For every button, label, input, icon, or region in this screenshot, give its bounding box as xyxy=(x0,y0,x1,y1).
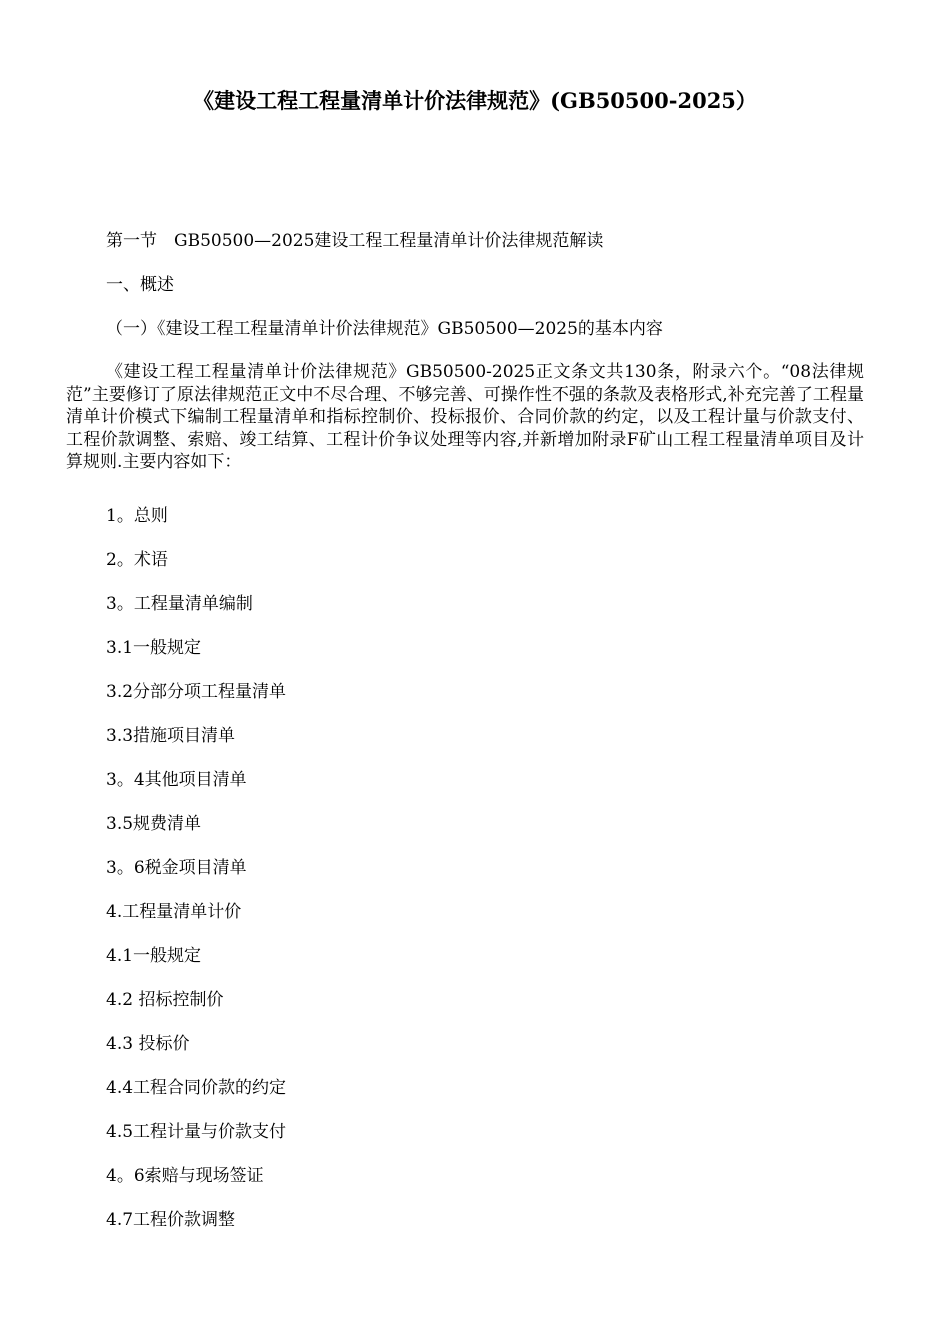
list-item: 2。术语 xyxy=(106,550,168,570)
list-item: 4.3 投标价 xyxy=(106,1034,190,1054)
list-item: 1。总则 xyxy=(106,506,168,526)
list-item: 3.3措施项目清单 xyxy=(106,726,236,746)
list-item: 4.5工程计量与价款支付 xyxy=(106,1122,287,1142)
list-item: 3.2分部分项工程量清单 xyxy=(106,682,287,702)
section-heading: 第一节 GB50500—2025建设工程工程量清单计价法律规范解读 xyxy=(106,231,604,251)
overview-heading: 一、概述 xyxy=(106,275,174,295)
list-item: 4。6索赔与现场签证 xyxy=(106,1166,264,1186)
list-item: 4.1一般规定 xyxy=(106,946,202,966)
list-item: 4.工程量清单计价 xyxy=(106,902,242,922)
list-item: 4.4工程合同价款的约定 xyxy=(106,1078,287,1098)
list-item: 3。工程量清单编制 xyxy=(106,594,253,614)
document-title: 《建设工程工程量清单计价法律规范》(GB50500-2025） xyxy=(193,88,757,113)
list-item: 3。6税金项目清单 xyxy=(106,858,247,878)
list-item: 3.5规费清单 xyxy=(106,814,202,834)
list-item: 4.7工程价款调整 xyxy=(106,1210,236,1230)
list-item: 3.1一般规定 xyxy=(106,638,202,658)
sub-heading: （一）《建设工程工程量清单计价法律规范》GB50500—2025的基本内容 xyxy=(106,319,663,339)
list-item: 3。4其他项目清单 xyxy=(106,770,247,790)
intro-paragraph: 《建设工程工程量清单计价法律规范》GB50500-2025正文条文共130条，附录六个。“08法律规范”主要修订了原法律规范正文中不尽合理、不够完善、可操作性不强的条款及表格形式,补充完善了工程量清单计价模式下编制工程量清单和指标控制价、投标报价、合同价款的约定，以及工程计量与价款支付、工程价款调整、索赔、竣工结算、工程计价争议处理等内容,并新增加附录F矿山工程工程量清单项目及计算规则.主要内容如下： xyxy=(66,362,864,472)
list-item: 4.2 招标控制价 xyxy=(106,990,224,1010)
